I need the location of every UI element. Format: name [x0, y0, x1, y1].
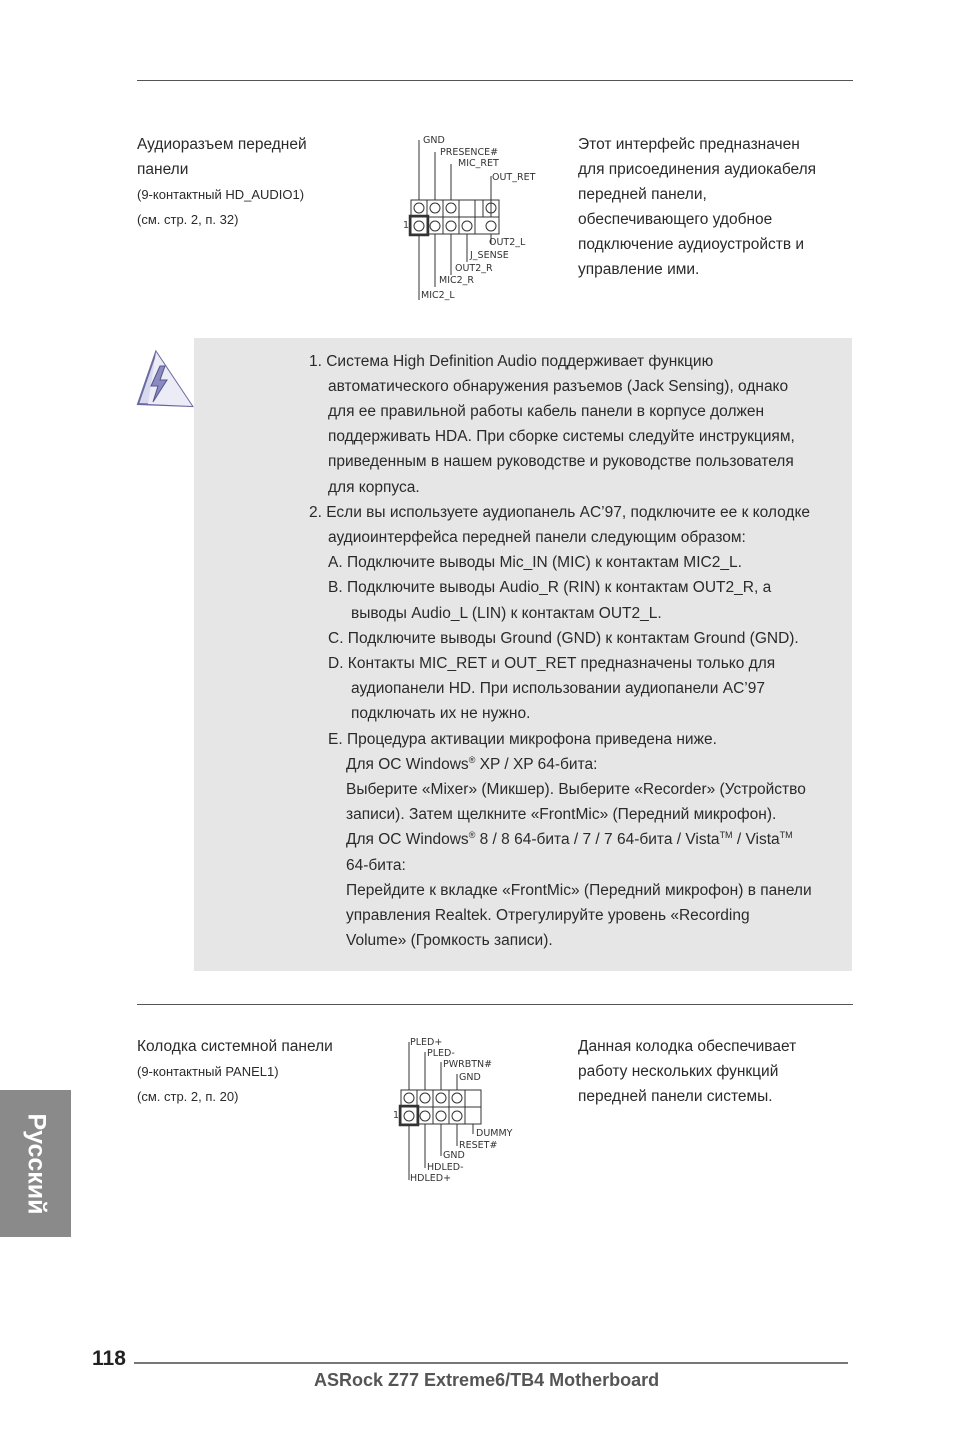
panel-pin-gnd-bottom: GND — [443, 1150, 465, 1161]
note-line: A. Подключите выводы Mic_IN (MIC) к контактам MIC2_L. — [328, 554, 742, 571]
note-xp-text: Выберите «Mixer» (Микшер). Выберите «Recorder» (Устройство — [346, 781, 806, 798]
audio-desc-4: обеспечивающего удобное — [578, 211, 773, 228]
note-line: аудиоинтерфейса передней панели следующим образом: — [328, 529, 746, 546]
panel-desc-2: работу нескольких функций — [578, 1063, 779, 1080]
top-divider — [137, 80, 853, 81]
audio-title-2: панели — [137, 161, 189, 178]
audio-pin-mic2-l: MIC2_L — [421, 290, 455, 301]
note-line: C. Подключите выводы Ground (GND) к контактам Ground (GND). — [328, 630, 799, 647]
note-line: подключать их не нужно. — [351, 705, 531, 722]
panel-pin-hdled-minus: HDLED- — [427, 1162, 464, 1173]
panel-title: Колодка системной панели — [137, 1038, 333, 1055]
panel-subtitle: (9-контактный PANEL1) — [137, 1064, 279, 1079]
note-line: автоматического обнаружения разъемов (Jack Sensing), однако — [328, 378, 789, 395]
note-line: аудиопанели HD. При использовании аудиопанели AC’97 — [351, 680, 765, 697]
note-w8-heading-2: 64-бита: — [346, 857, 406, 874]
note-xp-text: записи). Затем щелкните «FrontMic» (Передний микрофон). — [346, 806, 777, 823]
audio-desc-2: для присоединения аудиокабеля — [578, 161, 817, 178]
audio-pin-out2-l: OUT2_L — [489, 237, 526, 248]
note-line: поддерживать HDA. При сборке системы следуйте инструкциям, — [328, 428, 795, 445]
section-divider — [137, 1004, 853, 1005]
language-side-tab — [0, 1090, 71, 1237]
panel-pin-1: 1 — [393, 1110, 400, 1121]
audio-pin-j-sense: J_SENSE — [470, 250, 509, 261]
panel-pin-hdled-plus: HDLED+ — [410, 1173, 452, 1184]
audio-pin-out-ret: OUT_RET — [492, 172, 536, 183]
warning-icon — [134, 348, 196, 410]
audio-title-1: Аудиоразъем передней — [137, 136, 307, 153]
audio-subtitle: (9-контактный HD_AUDIO1) — [137, 187, 305, 202]
panel-desc-1: Данная колодка обеспечивает — [578, 1038, 797, 1055]
audio-pin-mic2-r: MIC2_R — [439, 275, 475, 286]
hd-audio-pin-diagram — [400, 132, 550, 304]
note-w8-text: Перейдите к вкладке «FrontMic» (Передний микрофон) в панели — [346, 882, 812, 899]
note-line: D. Контакты MIC_RET и OUT_RET предназначены только для — [328, 655, 776, 672]
footer-rule — [134, 1362, 848, 1364]
note-line: приведенным в нашем руководстве и руководстве пользователя — [328, 453, 794, 470]
panel-ref: (см. стр. 2, п. 20) — [137, 1089, 239, 1104]
audio-desc-1: Этот интерфейс предназначен — [578, 136, 800, 153]
note-w8-text: Volume» (Громкость записи). — [346, 932, 553, 949]
audio-pin-mic-ret: MIC_RET — [458, 158, 499, 169]
panel-pin-pled-minus: PLED- — [427, 1048, 455, 1059]
page-number: 118 — [92, 1347, 126, 1370]
note-line: для ее правильной работы кабель панели в корпусе должен — [328, 403, 765, 420]
footer-product: ASRock Z77 Extreme6/TB4 Motherboard — [314, 1370, 660, 1390]
system-panel-pin-diagram — [390, 1034, 525, 1186]
panel-pin-dummy: DUMMY — [476, 1128, 513, 1139]
note-w8-heading: Для ОС Windows® 8 / 8 64-бита / 7 / 7 64-бита / Vista™ / Vista™ — [346, 830, 793, 848]
note-line: E. Процедура активации микрофона приведена ниже. — [328, 731, 717, 748]
note-w8-text: управления Realtek. Отрегулируйте уровень «Recording — [346, 907, 750, 924]
audio-desc-6: управление ими. — [578, 261, 700, 278]
note-line: 1. Система High Definition Audio поддерживает функцию — [309, 353, 714, 370]
panel-pin-gnd-top: GND — [459, 1072, 481, 1083]
audio-pin-out2-r: OUT2_R — [455, 263, 493, 274]
audio-pin-1: 1 — [403, 220, 410, 231]
audio-pin-gnd: GND — [423, 135, 445, 146]
note-xp-heading: Для ОС Windows® XP / XP 64-бита: — [346, 755, 598, 773]
panel-pin-pwrbtn: PWRBTN# — [443, 1059, 493, 1070]
note-line: B. Подключите выводы Audio_R (RIN) к контактам OUT2_R, а — [328, 579, 772, 596]
audio-desc-5: подключение аудиоустройств и — [578, 236, 805, 253]
panel-desc-3: передней панели системы. — [578, 1088, 773, 1105]
note-line: выводы Audio_L (LIN) к контактам OUT2_L. — [351, 605, 662, 622]
note-line: 2. Если вы используете аудиопанель AC’97, подключите ее к колодке — [309, 504, 811, 521]
panel-pin-reset: RESET# — [459, 1140, 498, 1151]
note-line: для корпуса. — [328, 479, 420, 496]
audio-desc-3: передней панели, — [578, 186, 707, 203]
audio-ref: (см. стр. 2, п. 32) — [137, 212, 239, 227]
audio-pin-presence: PRESENCE# — [440, 147, 499, 158]
language-label: Русский — [22, 1112, 50, 1215]
panel-pin-pled-plus: PLED+ — [410, 1037, 443, 1048]
